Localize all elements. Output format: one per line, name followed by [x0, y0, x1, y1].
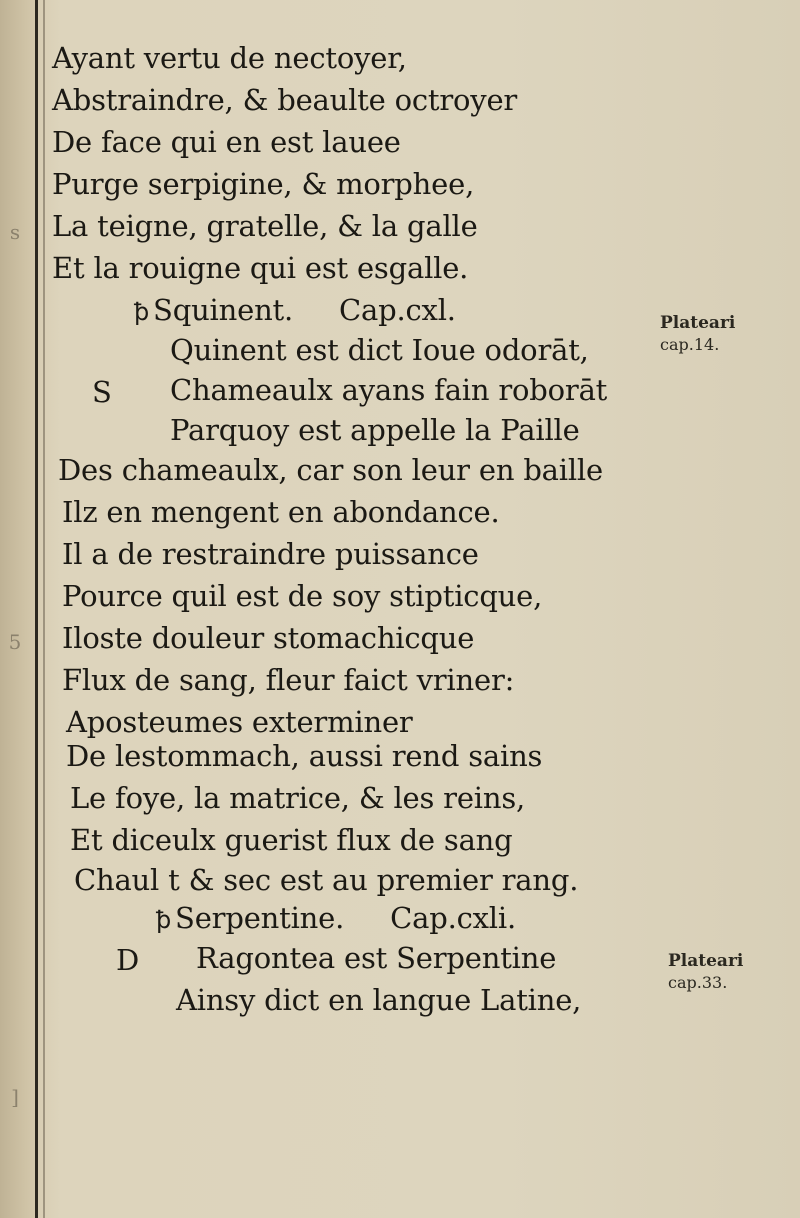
text-line: La teigne, gratelle, & la galle [52, 209, 478, 243]
text-line: De face qui en est lauee [52, 125, 401, 159]
heading-title: Squinent. [153, 293, 294, 327]
text-line: Parquoy est appelle la Paille [170, 413, 580, 447]
gutter-mark: s [9, 220, 21, 244]
margin-note-cap: cap.14. [660, 335, 720, 354]
gutter-mark: ] [11, 1085, 19, 1109]
margin-note [660, 312, 735, 356]
margin-note-name: Plateari [660, 313, 736, 333]
text-line: Quinent est dict Ioue odorāt, [170, 333, 589, 367]
pilcrow-icon: ꝥ [134, 298, 150, 326]
chapter-heading [134, 292, 456, 330]
margin-note-name: Plateari [668, 951, 744, 971]
marginal-initial: S [92, 375, 112, 409]
margin-note-cap: cap.33. [668, 973, 728, 992]
text-line: Aposteumes exterminer [66, 705, 413, 739]
margin-note [668, 950, 743, 994]
text-line: Purge serpigine, & morphee, [52, 167, 475, 201]
text-line: Chaul t & sec est au premier rang. [74, 863, 579, 897]
text-line: Flux de sang, fleur faict vriner: [62, 663, 515, 697]
text-line: Pource quil est de soy stipticque, [62, 579, 543, 613]
marginal-initial: D [116, 943, 140, 977]
heading-chapter: Cap.cxl. [339, 293, 456, 327]
text-line: Des chameaulx, car son leur en baille [58, 453, 603, 487]
text-line: Ragontea est Serpentine [196, 941, 557, 975]
text-line: Ilz en mengent en abondance. [62, 495, 500, 529]
gutter-mark: 5 [8, 630, 22, 654]
text-line: Et diceulx guerist flux de sang [70, 823, 513, 857]
text-line: Il a de restraindre puissance [62, 537, 479, 571]
text-line: De lestommach, aussi rend sains [66, 739, 543, 773]
text-line: Ayant vertu de nectoyer, [52, 41, 407, 75]
heading-chapter: Cap.cxli. [390, 901, 516, 935]
pilcrow-icon: ꝥ [156, 906, 172, 934]
text-line: Ainsy dict en langue Latine, [176, 983, 582, 1017]
heading-title: Serpentine. [175, 901, 345, 935]
text-line: Iloste douleur stomachicque [62, 621, 475, 655]
chapter-heading [156, 900, 516, 938]
text-line: Le foye, la matrice, & les reins, [70, 781, 526, 815]
text-line: Chameaulx ayans fain roborāt [170, 373, 608, 407]
text-line: Abstraindre, & beaulte octroyer [52, 83, 518, 117]
text-line: Et la rouigne qui est esgalle. [52, 251, 469, 285]
